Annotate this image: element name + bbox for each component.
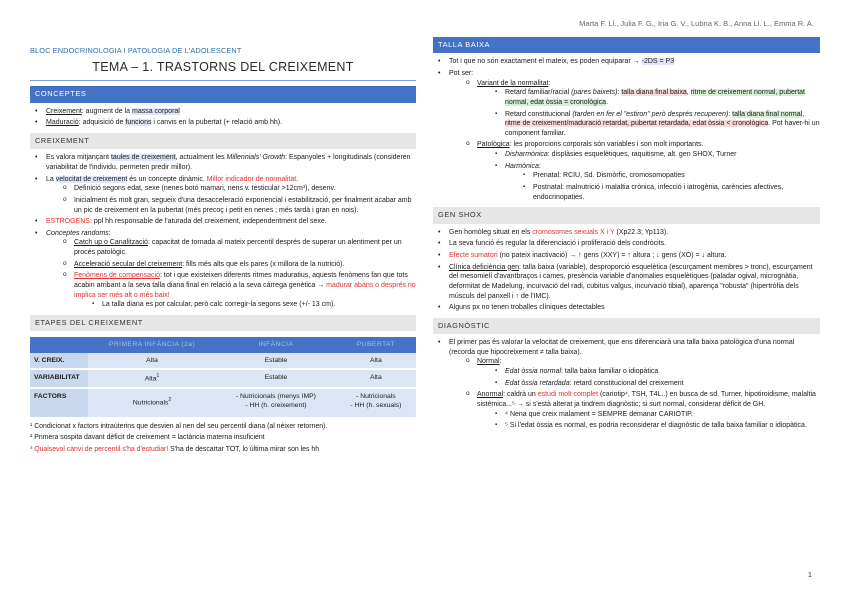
table-header (30, 337, 88, 352)
text: : talla baixa (variable), desproporció esquelètica (escurçament membres > tronc), escurçament del mesomielí d'avantbraços i cames, presència variable d'anomalies esquelètiques (paladar ogival, micrognàtia, deformitat de Madelung, incurvació del radi, cubitus valgus, incurvació tibial), aparença "robusta" (hipertròfia dels músculs del panxell i ↑ de l'IMC). (449, 263, 813, 300)
cell-line: - Nutricionals (356, 392, 396, 400)
sublist (46, 184, 416, 215)
table-cell (336, 388, 416, 418)
text: Retard constitucional (505, 110, 573, 118)
list-item: ▪ ⁴ Nena que creix malament = SEMPRE demanar CARIOTIP. (493, 410, 820, 420)
list-item: ▪ La talla diana es pot calcular, però calc corregir-la segons sexe (+/- 13 cm). (90, 300, 416, 310)
highlight-green: ritme de creixement normal, pubertat normal, edat òssia = cronològica (505, 89, 805, 106)
text: S'ha de descartar TOT, lo última mirar son les hh (168, 445, 320, 453)
list-item (493, 88, 820, 107)
list-item: o Inicialment és molt gran, segueix d'una desacceleració exponencial i estabilització, per finalment acabar amb un pic de creixement en la pubertat (més precoç i petit en nenes ; més tardà i gran en nois). (60, 196, 416, 215)
cell-line: - HH (h. sexuals) (350, 402, 402, 410)
text: , (802, 110, 805, 118)
list-item (433, 69, 820, 203)
bloc-label: BLOC ENDOCRINOLOGIA I PATOLOGIA DE L'ADOLESCENT (30, 46, 242, 55)
term: Acceleració secular del creixement (74, 260, 183, 268)
red-text: Millor indicador de normalitat (206, 175, 297, 183)
left-column (30, 34, 416, 456)
section-conceptes-heading: CONCEPTES (30, 86, 416, 102)
red-text: cromosomes sexuals X i Y (532, 228, 615, 236)
red-text: Qualsevol canvi de percentil s'ha d'estudiar! (34, 445, 169, 453)
text: : (548, 79, 551, 87)
table-cell (88, 369, 216, 388)
term: Clínica deficiència gen (449, 263, 520, 271)
table-cell (216, 388, 336, 418)
footnote-mark: 1 (156, 373, 160, 380)
term: Anormal (477, 391, 504, 399)
text: : les proporcions corporals són variables i son molt importants. (509, 141, 704, 149)
table-cell: Estable (216, 369, 336, 388)
list-item (30, 229, 416, 310)
text: (no pateix inactivació) → ↑ gens (XXY) = ↑ altura ; ↓ gens (XO) = ↓ altura. (497, 251, 727, 259)
highlight: -2DS = P3 (641, 58, 675, 66)
text: La (46, 175, 56, 183)
text: : (499, 358, 502, 366)
red-text: estudi molt complet (537, 391, 599, 399)
table-cell (88, 388, 216, 418)
list-item (433, 338, 820, 431)
sublist (477, 410, 820, 431)
table-cell: V. CREIX. (30, 353, 88, 369)
text: : caldrà un (503, 391, 538, 399)
sublist (449, 79, 820, 203)
list-item: o Definició segons edat, sexe (nenes botó mamari, nens v. testicular >12cm³), desenv. (60, 184, 416, 194)
conceptes-list (30, 107, 416, 128)
list-item (463, 357, 820, 388)
sublist (74, 300, 416, 310)
cell-line: - HH (h. creixement) (245, 402, 307, 410)
list-item (493, 150, 820, 160)
highlight-red: ritme de creixement/maduració retardat, pubertat retardada, edat òssia < cronològica (505, 120, 769, 128)
cell-text: Alta (144, 375, 157, 383)
list-item (433, 228, 820, 238)
section-talla-baixa-heading: TALLA BAIXA (433, 37, 820, 53)
text: : (538, 162, 541, 170)
table-cell: Alta (336, 353, 416, 369)
list-item (30, 107, 416, 117)
italic-text: Disharmònica (505, 151, 548, 159)
text: Es valora mitjançant (46, 154, 111, 162)
list-item (493, 110, 820, 139)
highlight: taules de creixement (110, 154, 176, 162)
page-title: TEMA – 1. TRASTORNS DEL CREIXEMENT (92, 60, 354, 75)
etapes-table (30, 337, 416, 418)
footnote (30, 445, 416, 455)
text: . (605, 98, 608, 106)
sublist (477, 150, 820, 202)
text: : Espanyoles + longitudinals (consideren variabilitat de l'individu, permeten predir millor). (46, 154, 411, 171)
text: , (686, 89, 691, 97)
term: Variant de la normalitat (477, 79, 549, 87)
title-divider (30, 80, 416, 81)
sublist (477, 367, 820, 388)
sublist (477, 88, 820, 138)
section-diagnostic-heading: DIAGNÒSTIC (433, 318, 820, 334)
cell-text: Nutricionals (132, 399, 169, 407)
sublist (505, 171, 820, 202)
list-item (463, 140, 820, 202)
list-item (433, 251, 820, 261)
list-item (60, 271, 416, 310)
table-header: PUBERTAT (336, 337, 416, 352)
italic-text: Edat òssia normal (505, 368, 562, 376)
section-creixement-heading: CREIXEMENT (30, 133, 416, 149)
list-item: ▪ Postnatal: malnutrició i malaltia crònica, infecció i iatrogènia, carències afectives, endocrinopaties. (521, 183, 820, 202)
table-cell: Estable (216, 353, 336, 369)
list-item (30, 118, 416, 128)
list-item (493, 367, 820, 377)
red-text: Efecte sumatori (449, 251, 498, 259)
highlight-red: talla diana final baixa (621, 89, 687, 97)
term: Normal (477, 358, 500, 366)
right-column (433, 34, 820, 433)
term-maduracio: Maduració (46, 119, 79, 127)
text: : retard constitucional del creixement (569, 379, 684, 387)
sublist (46, 238, 416, 310)
footnote: ² Primera sospita davant dèficit de creixement = lactància materna insuficient (30, 434, 265, 442)
term: Fenòmens de compensació (74, 272, 160, 280)
section-gen-shox-heading: GEN SHOX (433, 207, 820, 223)
page-number: 1 (807, 569, 812, 579)
text: i canvis en la pubertat (+ relació amb hh). (151, 119, 283, 127)
footnote-mark: 2 (168, 397, 172, 404)
highlight: funcions (125, 119, 152, 127)
table-cell: Alta (88, 353, 216, 369)
footnote: ¹ Condicionat x factors intraúterins que desvien al nen del seu percentil diana (al néixer retornen). (30, 422, 328, 430)
text: : displàsies esquelètiques, raquitisme, alt. gen SHOX, Turner (547, 151, 737, 159)
text: Pot ser: (449, 69, 474, 77)
table-cell: FACTORS (30, 388, 88, 418)
page-authors: Marta F. Ll., Julia F. G., Iria G. V., Lubna K. B., Anna Ll. L., Emma R. A. (579, 19, 814, 28)
list-item (493, 162, 820, 203)
table-notes (30, 422, 416, 455)
italic-text: Harmònica (505, 162, 539, 170)
italic-text: Conceptes randoms (46, 229, 109, 237)
text: : adquisició de (78, 119, 126, 127)
cell-line: - Nutricionals (menys IMP) (235, 392, 316, 400)
term-creixement: Creixement (46, 107, 82, 115)
list-item (493, 379, 820, 389)
table-row (30, 388, 416, 418)
text: Tot i que no són exactament el mateix, es poden equiparar → (449, 58, 642, 66)
text: . Pot haver-hi un component familiar. (505, 120, 820, 137)
list-item (433, 57, 820, 67)
text: : (728, 110, 733, 118)
list-item: • Alguns px no tenen troballes clíniques detectables (433, 303, 820, 313)
list-item (433, 263, 820, 302)
list-item (30, 217, 416, 227)
list-item (463, 390, 820, 431)
text: : ppl hh responsable de l'aturada del creixement, independentment del sexe. (89, 218, 327, 226)
text: és un concepte dinàmic. (127, 175, 207, 183)
table-cell: Alta (336, 369, 416, 388)
table-row (30, 369, 416, 388)
highlight: massa corporal (132, 107, 180, 115)
list-item (30, 153, 416, 172)
list-item: • La seva funció és regular la diferenciació i proliferació dels condròcits. (433, 239, 820, 249)
text: : (108, 229, 111, 237)
table-cell: VARIABILITAT (30, 369, 88, 388)
section-etapes-heading: ETAPES DEL CREIXEMENT (30, 315, 416, 331)
list-item (60, 238, 416, 257)
footnote-mark: ³ (30, 445, 35, 453)
talla-baixa-list (433, 57, 820, 202)
italic-text: Millennials' Growth (226, 154, 286, 162)
text: (Xp22.3; Yp113). (614, 228, 669, 236)
table-header: PRIMERA INFÀNCIA (2a) (88, 337, 216, 352)
text: , actualment les (175, 154, 227, 162)
text: : capacitat de tornada al mateix percentil després de superar un alentiment per un procés patològic. (74, 239, 402, 257)
creixement-list (30, 153, 416, 310)
text: Gen homòleg situat en els (449, 228, 533, 236)
highlight-green: talla diana final normal (732, 110, 803, 118)
text: . (296, 175, 299, 183)
table-header: INFÀNCIA (216, 337, 336, 352)
term: Catch up o Canalització (74, 239, 148, 247)
list-item: ▪ ⁵ Si l'edat òssia es normal, es podria reconsiderar el diagnòstic de talla baixa familiar o idiopàtica. (493, 421, 820, 431)
red-text: ESTRÒGENS (46, 218, 90, 226)
text: El primer pas és valorar la velocitat de creixement, que ens diferenciarà una talla baixa patològica d'una normal (recorda que hipocreixement ≠ talla baixa). (449, 339, 795, 356)
italic-text: (pares baixets) (571, 89, 618, 97)
highlight: velocitat de creixement (55, 175, 128, 183)
list-item (463, 79, 820, 139)
text: (cariotip⁴, TSH, T4L..) en busca de sd. Turner, hipotiroidisme, malaltia sistèmica...⁵ → si s'està alterat ja tindrem diagnòstic; si surt normal, considerar dèficit de GH. (477, 391, 816, 409)
italic-text: Edat òssia retardada (505, 379, 570, 387)
list-item (60, 260, 416, 270)
table-row (30, 353, 416, 369)
term: Patològica (477, 141, 510, 149)
red-text: madurar abans o després no implica ser més alt o més baix! (74, 282, 416, 299)
text: : tot i que existeixen diferents ritmes maduratius, aquests fenòmens fan que tots acabin arribant a la seva talla diana final en relació a la seva càrrega genètica → (74, 272, 408, 290)
text: : augment de la (81, 107, 132, 115)
gen-shox-list (433, 228, 820, 313)
list-item (30, 175, 416, 216)
text: Retard familiar/racial (505, 89, 572, 97)
diagnostic-list (433, 338, 820, 431)
text: : fills més alts que els pares (x millora de la nutrició). (182, 260, 345, 268)
text: : (617, 89, 622, 97)
text: : talla baixa familiar o idiopàtica (561, 368, 659, 376)
sublist (449, 357, 820, 431)
italic-text: (tarden en fer el "estiron" però després recuperen) (572, 110, 729, 118)
list-item: ▪ Prenatal: RCIU, Sd. Dismòrfic, cromosomopaties (521, 171, 820, 181)
